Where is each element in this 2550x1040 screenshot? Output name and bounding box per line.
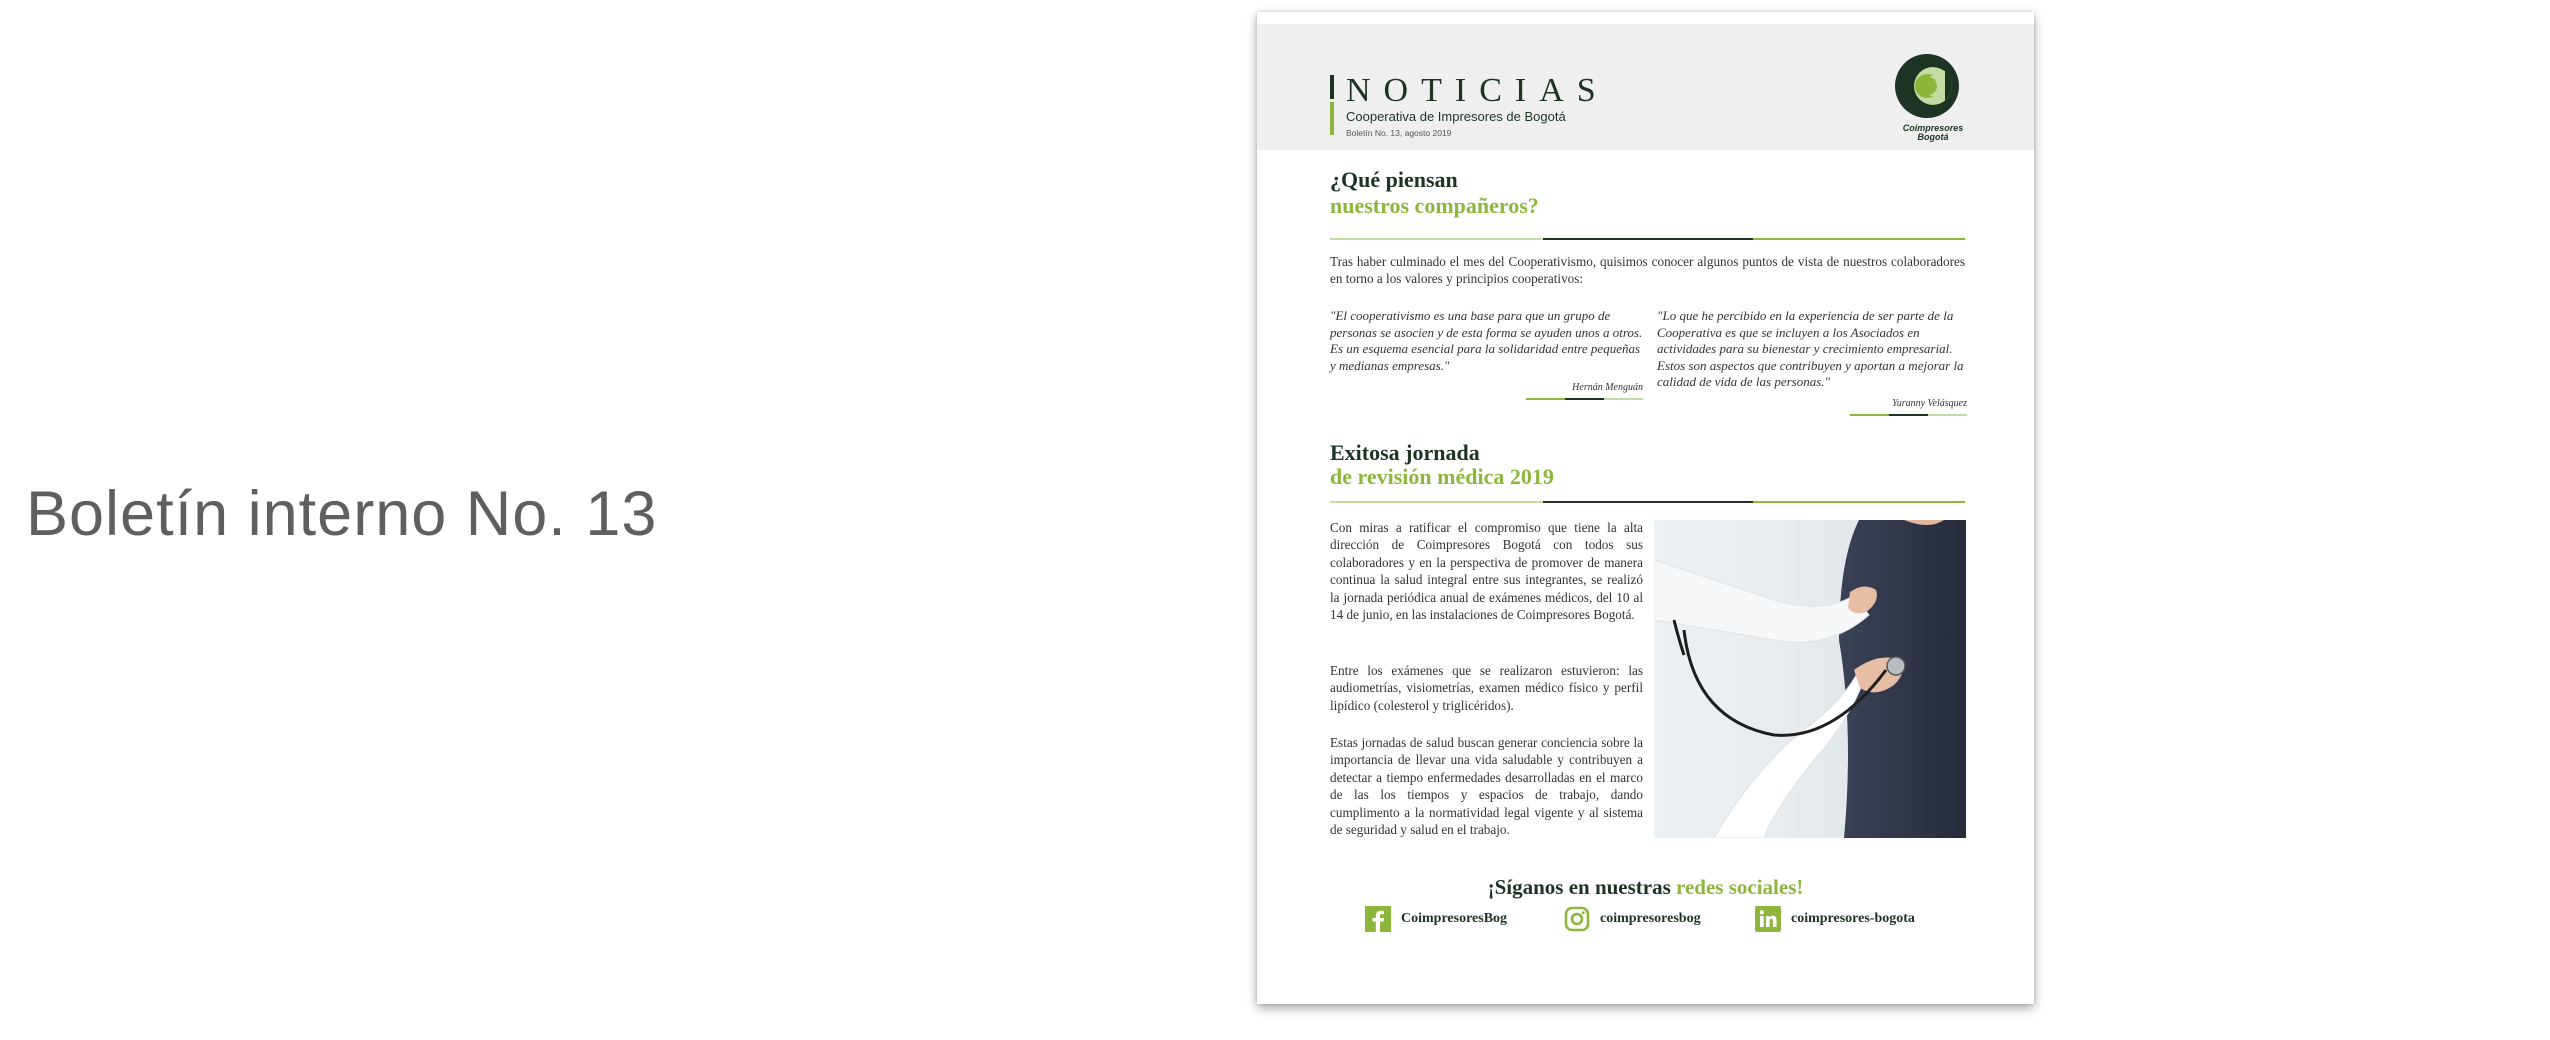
section1-heading-line2: nuestros compañeros? [1330,193,1539,218]
quote-2-divider [1850,414,1967,416]
social-facebook-label: CoimpresoresBog [1401,911,1508,926]
social-facebook[interactable] [1365,905,1507,933]
quote-1-divider [1526,398,1643,400]
logo-wordmark-line1: Coimpresores [1902,123,1964,133]
social-instagram[interactable] [1564,905,1701,933]
quote-2-author: Yuranny Velásquez [1892,398,1967,409]
section2-heading-line2: de revisión médica 2019 [1330,464,1554,489]
logo-wordmark [1887,124,1979,142]
doctor-stethoscope-illustration [1654,520,1966,838]
logo-wordmark-line2: Bogotá [1917,132,1949,142]
section2-paragraph-3: Estas jornadas de salud buscan generar conciencia sobre la importancia de llevar una vida saludable y contribuyen a detectar a tiempo enfermedades desarrolladas en el marco de las los tiempos y espacios de trabajo, dando cumplimento a la normatividad legal vigente y al sistema de seguridad y salud en el trabajo. [1330,735,1643,838]
follow-us-highlight: redes sociales! [1676,875,1804,899]
coimpresores-logo [1887,52,1967,148]
masthead [1257,24,2034,150]
quote-1-text: "El cooperativismo es una base para que un grupo de personas se asocien y de esta forma se ayuden unos a otros. Es un esquema esencial para la solidaridad entre pequeñas y medianas empresas." [1330,308,1643,373]
facebook-icon [1365,906,1391,932]
masthead-accent-green [1330,102,1334,135]
social-instagram-label: coimpresoresbog [1600,911,1701,926]
section1-heading-line1: ¿Qué piensan [1330,167,1458,192]
masthead-title: NOTICIAS [1346,72,1609,109]
newsletter-page [1257,12,2034,1004]
quote-2-text: "Lo que he percibido en la experiencia de ser parte de la Cooperativa es que se incluyen a los Asociados en actividades para su bienestar y crecimiento empresarial. Estos son aspectos que contribuyen y aportan a mejorar la calidad de vida de las personas." [1657,308,1964,390]
masthead-accent-dark [1330,75,1334,99]
social-linkedin-label: coimpresores-bogota [1791,911,1915,926]
medical-exam-photo [1654,520,1966,838]
section1-divider [1330,238,1965,240]
social-linkedin[interactable] [1755,905,1915,933]
section2-paragraph-1: Con miras a ratificar el compromiso que tiene la alta dirección de Coimpresores Bogotá con todos sus colaboradores y en la perspectiva de promover de manera continua la salud integral entre sus integrantes, se realizó la jornada periódica anual de exámenes médicos, del 10 al 14 de junio, en las instalaciones de Coimpresores Bogotá. [1330,520,1643,623]
masthead-subtitle: Cooperativa de Impresores de Bogotá [1346,109,1566,124]
logo-mark-icon [1887,52,1967,124]
masthead-issue: Boletín No. 13, agosto 2019 [1346,128,1452,138]
linkedin-icon [1755,906,1781,932]
section2-divider [1330,501,1965,503]
follow-us-prefix: ¡Síganos en nuestras [1487,875,1677,899]
quote-1-author: Hernán Menguán [1572,382,1643,393]
section2-heading-line1: Exitosa jornada [1330,440,1480,465]
section1-intro: Tras haber culminado el mes del Cooperativismo, quisimos conocer algunos puntos de vista de nuestros colaboradores en torno a los valores y principios cooperativos: [1330,254,1965,287]
follow-us-heading [1257,875,2034,900]
section2-paragraph-2: Entre los exámenes que se realizaron estuvieron: las audiometrías, visiometrías, examen médico físico y perfil lipídico (colesterol y triglicéridos). [1330,663,1643,713]
instagram-icon [1564,906,1590,932]
page-side-title: Boletín interno No. 13 [26,479,658,549]
